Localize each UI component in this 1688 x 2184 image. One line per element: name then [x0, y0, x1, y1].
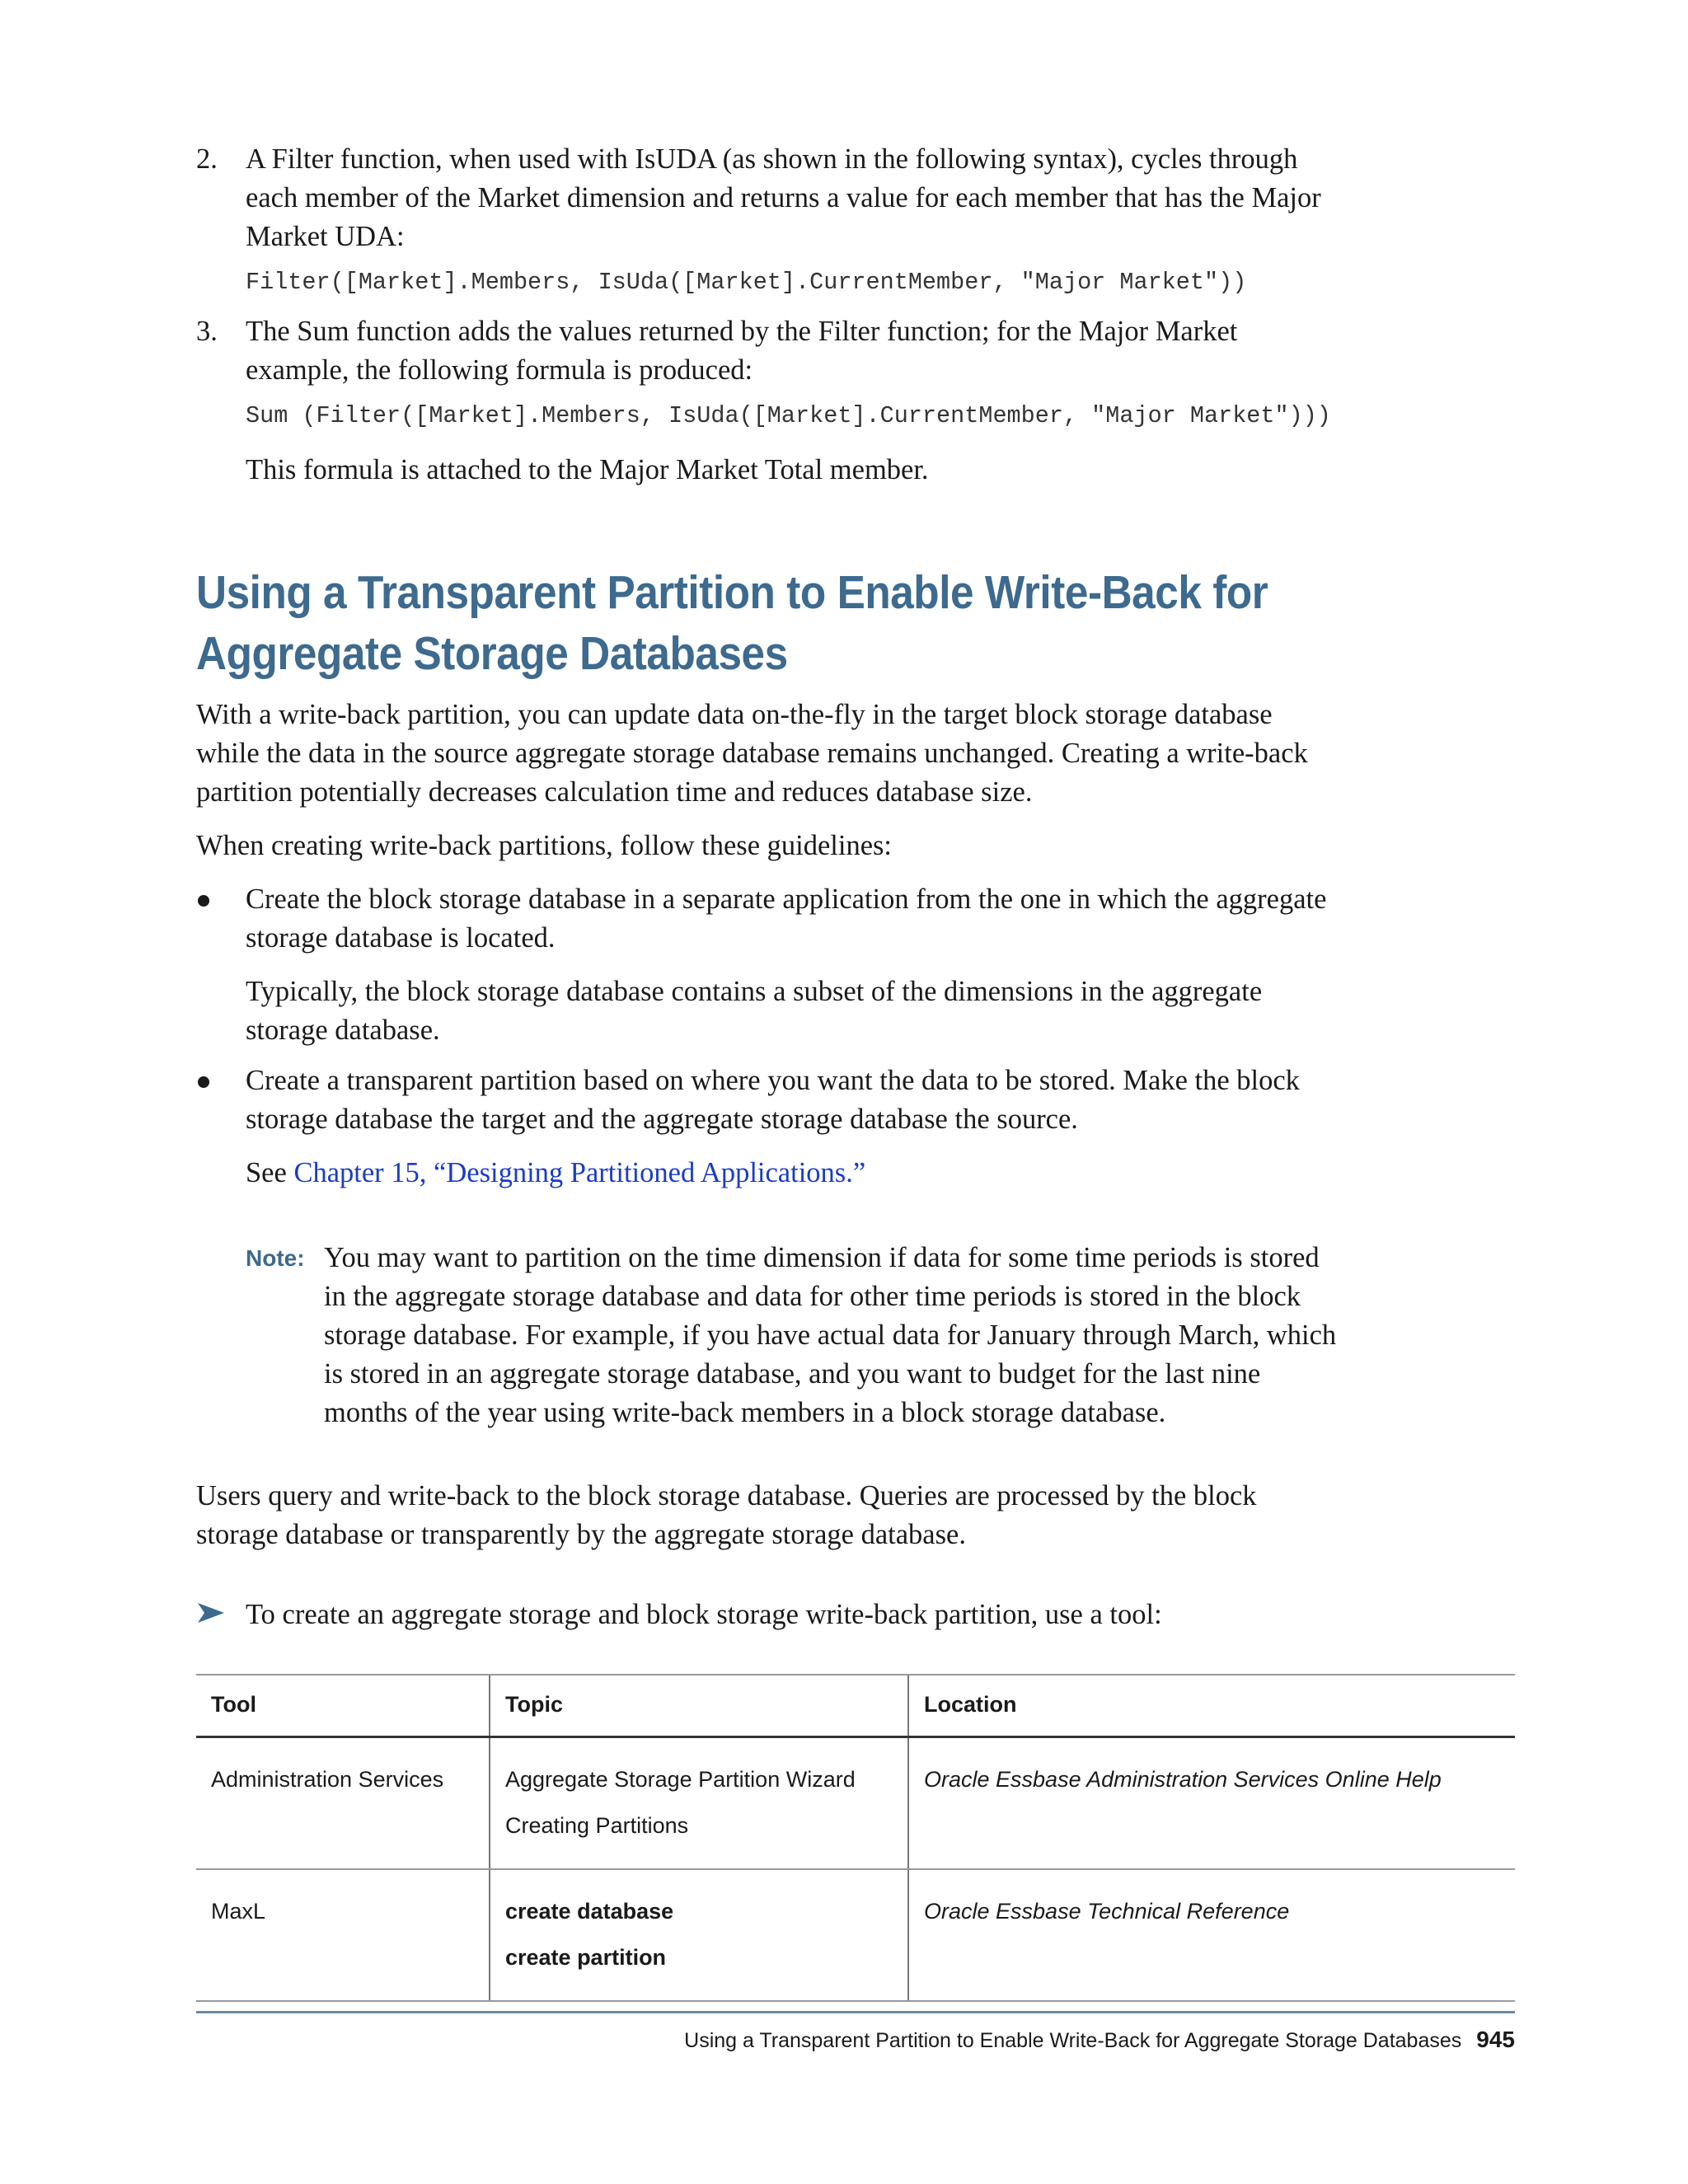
chapter-link[interactable]: Chapter 15, “Designing Partitioned Applications.”	[293, 1157, 866, 1188]
body-text: This formula is attached to the Major Market Total member.	[246, 454, 929, 485]
cell-location: Oracle Essbase Administration Services Online Help	[908, 1737, 1515, 1870]
procedure-text: To create an aggregate storage and block storage write-back partition, use a tool:	[246, 1599, 1162, 1630]
intro-paragraph: With a write-back partition, you can update data on-the-fly in the target block storage database while the data in the source aggregate storage database remains unchanged. Creating a write-back partition potentially decreases calculation time and reduces database size.	[196, 699, 1308, 808]
footer-title: Using a Transparent Partition to Enable Write-Back for Aggregate Storage Databases	[684, 2029, 1462, 2052]
list-item-text: A Filter function, when used with IsUDA (as shown in the following syntax), cycles through each member of the Market dimension and returns a value for each member that has the Major Market UDA:	[246, 143, 1321, 252]
note-text: You may want to partition on the time dimension if data for some time periods is stored in the aggregate storage database and data for other time periods is stored in the block storage database. For example, if you have actual data for January through March, which is stored in an aggregate storage database, and you want to budget for the last nine months of the year using write-back members in a block storage database.	[324, 1242, 1337, 1428]
note-label: Note:	[246, 1245, 305, 1271]
list-item	[196, 1062, 1342, 1139]
guidelines-intro: When creating write-back partitions, follow these guidelines:	[196, 830, 893, 861]
list-number: 2.	[196, 143, 218, 175]
bullet-icon	[198, 895, 209, 907]
body-text: Users query and write-back to the block storage database. Queries are processed by the block storage database or transparently by the aggregate storage database.	[196, 1480, 1257, 1550]
column-header-tool: Tool	[196, 1675, 490, 1737]
bullet-text: Create a transparent partition based on where you want the data to be stored. Make the block storage database the target and the aggregate storage database the source.	[246, 1065, 1300, 1135]
bullet-text: Create the block storage database in a separate application from the one in which the aggregate storage database is located.	[246, 883, 1327, 954]
cell-topic	[490, 1737, 908, 1870]
cell-tool: Administration Services	[196, 1737, 490, 1870]
footer-text	[196, 2013, 1515, 2053]
see-prefix: See	[246, 1157, 294, 1188]
procedure-step	[196, 1596, 1342, 1634]
list-item	[196, 312, 1342, 390]
list-item	[196, 880, 1342, 958]
list-item-text: The Sum function adds the values returned by the Filter function; for the Major Market example, the following formula is produced:	[246, 316, 1238, 386]
code-sample: Sum (Filter([Market].Members, IsUda([Market].CurrentMember, "Major Market")))	[246, 402, 1331, 429]
table-header-row	[196, 1675, 1515, 1737]
page-number: 945	[1476, 2027, 1515, 2052]
topic-item: create partition	[505, 1945, 667, 1970]
arrow-right-icon	[196, 1601, 226, 1625]
section-title: Using a Transparent Partition to Enable Write-Back for Aggregate Storage Databases	[196, 566, 1268, 680]
bullet-subtext: Typically, the block storage database contains a subset of the dimensions in the aggregate storage database.	[246, 976, 1263, 1046]
list-number: 3.	[196, 316, 218, 347]
cell-tool: MaxL	[196, 1869, 490, 2001]
cell-location: Oracle Essbase Technical Reference	[908, 1869, 1515, 2001]
topic-item: Aggregate Storage Partition Wizard	[505, 1767, 856, 1792]
tools-table	[196, 1674, 1515, 2002]
column-header-topic: Topic	[490, 1675, 908, 1737]
bullet-icon	[198, 1076, 209, 1088]
note-block	[196, 1239, 1342, 1432]
page-footer	[196, 2011, 1515, 2053]
see-reference	[196, 1154, 1342, 1193]
table-row	[196, 1737, 1515, 1870]
topic-item: create database	[505, 1899, 674, 1924]
numbered-list	[196, 140, 1342, 490]
code-sample: Filter([Market].Members, IsUda([Market].CurrentMember, "Major Market"))	[246, 269, 1247, 296]
list-item	[196, 140, 1342, 256]
column-header-location: Location	[908, 1675, 1515, 1737]
table-row	[196, 1869, 1515, 2001]
page-content	[196, 140, 1515, 2002]
topic-item: Creating Partitions	[505, 1813, 689, 1838]
cell-topic	[490, 1869, 908, 2001]
